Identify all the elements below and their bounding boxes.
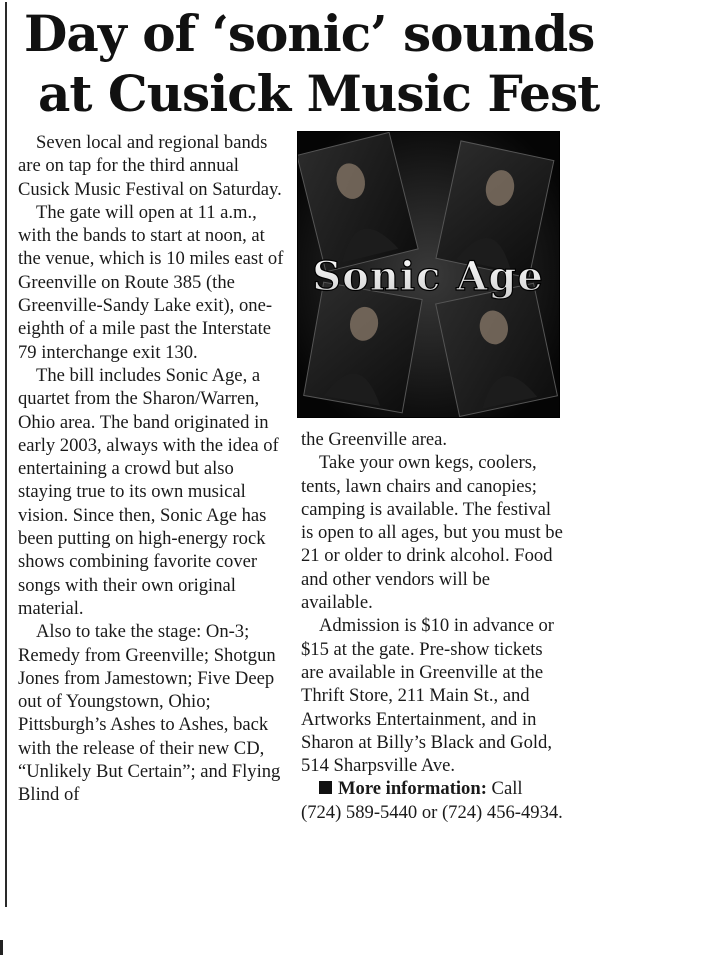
more-information	[301, 777, 563, 824]
band-logo: Sonic Age	[312, 253, 544, 300]
band-photo	[297, 131, 560, 418]
paragraph: the Greenville area.	[301, 429, 448, 450]
column-rule	[5, 2, 7, 907]
more-info-label: More information:	[338, 778, 487, 800]
paragraph: Take your own kegs, coolers, tents, lawn chairs and canopies; camping is available. The festival is open to all ages, but you must be 21 or older to drink alcohol. Food and other vendors will be available.	[301, 452, 563, 614]
paragraph: The gate will open at 11 a.m., with the bands to start at noon, at the venue, which is 10 miles east of Greenville on Route 385 (the Greenville-Sandy Lake exit), one-eighth of a mile past the Interstate 79 interchange exit 130.	[18, 201, 284, 363]
right-column	[301, 428, 563, 824]
paragraph: The bill includes Sonic Age, a quartet from the Sharon/Warren, Ohio area. The band originated in early 2003, always with the idea of entertaining a crowd but also staying true to its own musical vision. Since then, Sonic Age has been putting on high-energy rock shows combining favorite cover songs with their own original material.	[18, 364, 279, 619]
headline-line-1: Day of ‘sonic’ sounds	[24, 4, 595, 63]
paragraph: Also to take the stage: On-3; Remedy from Greenville; Shotgun Jones from Jamestown; Five Deep out of Youngstown, Ohio; Pittsburgh’s Ashes to Ashes, back with the release of their new CD, “Unlikely But Certain”; and Flying Blind of	[18, 621, 281, 806]
paragraph: Admission is $10 in advance or $15 at the gate. Pre-show tickets are available in Greenville at the Thrift Store, 211 Main St., and Artworks Entertainment, and in Sharon at Billy’s Black and Gold, 514 Sharpsville Ave.	[301, 615, 554, 777]
scan-edge-mark	[0, 940, 3, 955]
more-info-text: Call (724) 589-5440 or (724) 456-4934.	[301, 778, 563, 823]
square-bullet-icon	[319, 781, 332, 794]
headline-line-2: at Cusick Music Fest	[38, 64, 600, 123]
headline	[24, 4, 684, 124]
paragraph: Seven local and regional bands are on tap for the third annual Cusick Music Festival on Saturday.	[18, 132, 282, 200]
left-column	[18, 131, 286, 807]
member-panel	[304, 282, 422, 413]
